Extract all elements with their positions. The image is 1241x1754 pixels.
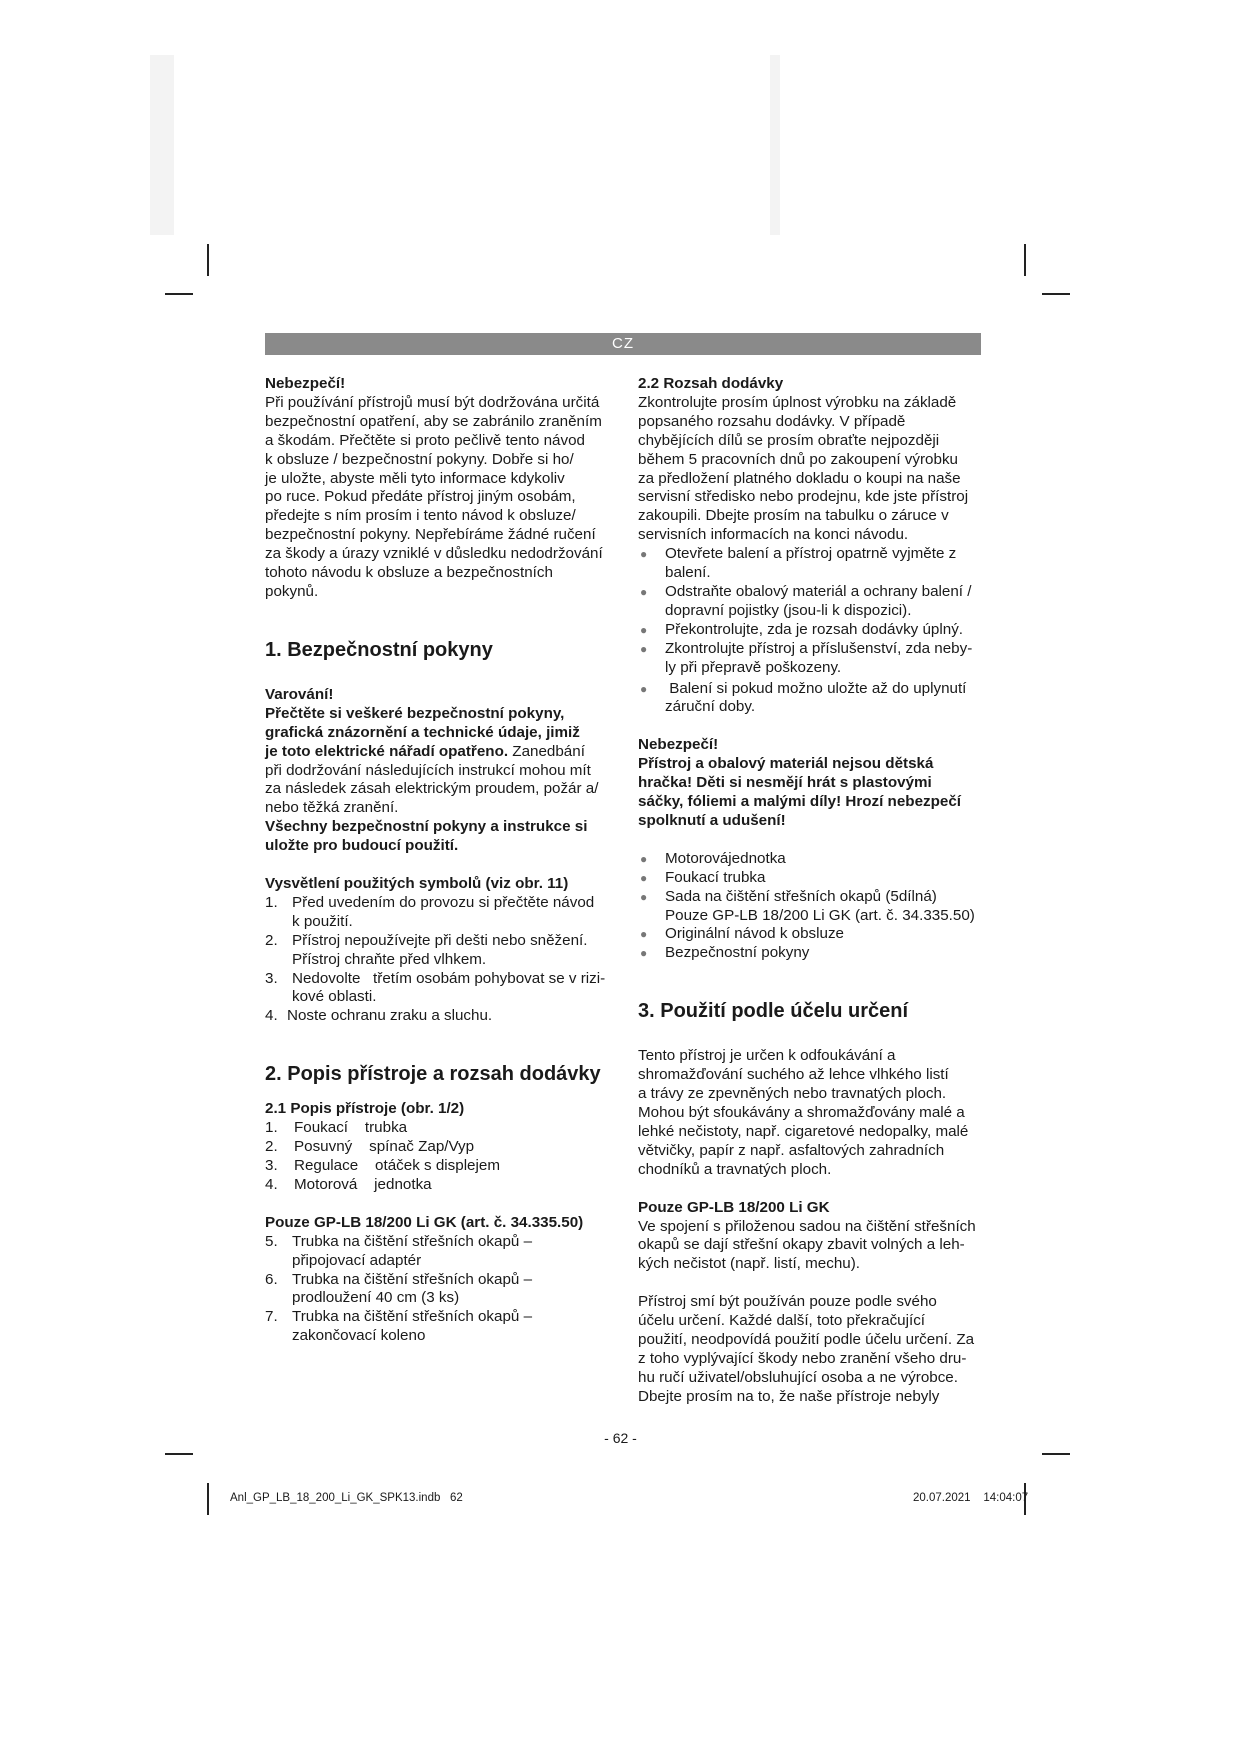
danger-line: po ruce. Pokud předáte přístroj jiným osobám, xyxy=(265,488,576,506)
use-line: a trávy ze zpevněných nebo travnatých ploch. xyxy=(638,1085,947,1103)
section-2-title: 2. Popis přístroje a rozsah dodávky xyxy=(265,1063,601,1086)
scope-line: popsaného rozsahu dodávky. V případě xyxy=(638,412,906,430)
keep-instructions-line: uložte pro budoucí použití. xyxy=(265,837,459,855)
gk-only-heading: Pouze GP-LB 18/200 Li GK (art. č. 34.335.50) xyxy=(265,1213,584,1231)
item-text: Trubka na čištění střešních okapů – xyxy=(292,1232,533,1250)
list-item xyxy=(638,583,983,621)
scan-shadow-left xyxy=(150,55,174,235)
danger-2-line: hračka! Děti si nesmějí hrát s plastovými xyxy=(638,774,932,792)
item-number: 4. xyxy=(265,1175,278,1193)
danger-line: tohoto návodu k obsluze a bezpečnostních xyxy=(265,564,553,582)
crop-mark-bottom-right-h xyxy=(1042,1453,1070,1455)
scope-paragraph xyxy=(638,394,983,545)
intended-use-paragraph xyxy=(638,1047,983,1179)
danger-paragraph xyxy=(265,394,617,602)
danger-line: je uložte, abyste měli tyto informace kdykoliv xyxy=(265,469,565,487)
list-item xyxy=(638,640,983,678)
list-item xyxy=(265,894,617,932)
footer-time: 14:04:07 xyxy=(983,1492,1029,1504)
item-text: Regulace otáček s displejem xyxy=(294,1157,500,1174)
item-text: Přístroj chraňte před vlhkem. xyxy=(292,950,487,968)
use-line: větvičky, papír z např. asfaltových zahradních xyxy=(638,1141,945,1159)
list-item xyxy=(638,850,983,869)
item-text: kové oblasti. xyxy=(292,988,377,1006)
language-header-bar xyxy=(265,333,981,355)
scope-line: servisních informacích na konci návodu. xyxy=(638,526,909,544)
item-text: Pouze GP-LB 18/200 Li GK (art. č. 34.335.50) xyxy=(665,906,975,924)
keep-instructions-line: Všechny bezpečnostní pokyny a instrukce si xyxy=(265,818,588,836)
list-item xyxy=(265,1233,617,1271)
list-item xyxy=(638,545,983,583)
bullet-icon: ● xyxy=(640,681,648,696)
use-line: chodníků a travnatých ploch. xyxy=(638,1160,832,1178)
crop-mark-bottom-left-h xyxy=(165,1453,193,1455)
right-column xyxy=(638,375,983,1407)
footer-filename: Anl_GP_LB_18_200_Li_GK_SPK13.indb 62 xyxy=(230,1492,463,1504)
item-text: Bezpečnostní pokyny xyxy=(665,944,810,962)
item-number: 3. xyxy=(265,1157,278,1174)
warning-line: při dodržování následujících instrukcí mohou mít xyxy=(265,761,591,779)
delivery-contents-list xyxy=(638,850,983,963)
item-number: 4. xyxy=(265,1007,278,1025)
warning-bold-line: grafická znázornění a technické údaje, jimiž xyxy=(265,723,580,741)
danger-line: Při používání přístrojů musí být dodržována určitá xyxy=(265,393,600,411)
item-text: Trubka na čištění střešních okapů – xyxy=(292,1270,533,1288)
warning-heading: Varování! xyxy=(265,685,334,703)
crop-mark-top-right-v xyxy=(1024,244,1026,276)
warning-bold-line: Přečtěte si veškeré bezpečnostní pokyny, xyxy=(265,704,565,722)
section-1-title: 1. Bezpečnostní pokyny xyxy=(265,638,493,661)
parts-list xyxy=(265,1119,617,1195)
warning-bold-inline: je toto elektrické nářadí opatřeno. xyxy=(265,742,509,760)
danger-2-line: spolknutí a udušení! xyxy=(638,811,786,829)
item-text: Sada na čištění střešních okapů (5dílná) xyxy=(665,887,937,905)
item-text: Balení si pokud možno uložte až do uplynutí xyxy=(665,679,967,697)
danger-heading: Nebezpečí! xyxy=(265,375,346,392)
bullet-icon: ● xyxy=(640,851,648,866)
purpose-paragraph xyxy=(638,1293,983,1406)
scope-line: během 5 pracovních dnů po zakoupení výrobku xyxy=(638,450,958,468)
gk-only-line: okapů se dají střešní okapy zbavit volných a leh- xyxy=(638,1236,965,1254)
bullet-icon: ● xyxy=(640,927,648,942)
list-item xyxy=(265,1271,617,1309)
list-item xyxy=(638,869,983,888)
crop-mark-top-left-h xyxy=(165,293,193,295)
scope-line: zakoupili. Dbejte prosím na tabulku o záruce v xyxy=(638,507,949,525)
list-item xyxy=(638,680,983,718)
bullet-icon: ● xyxy=(640,889,648,904)
scope-line: za předložení platného dokladu o koupi na naše xyxy=(638,469,961,487)
symbols-heading: Vysvětlení použitých symbolů (viz obr. 11) xyxy=(265,875,569,893)
item-text: Trubka na čištění střešních okapů – xyxy=(292,1308,533,1326)
crop-mark-bottom-left-v xyxy=(207,1483,209,1515)
purpose-line: hu ručí uživatel/obsluhující osoba a ne výrobce. xyxy=(638,1368,958,1386)
item-number: 1. xyxy=(265,1119,278,1137)
danger-line: k obsluze / bezpečnostní pokyny. Dobře si ho/ xyxy=(265,450,574,468)
danger-line: bezpečnostní opatření, aby se zabránilo zraněním xyxy=(265,412,602,430)
list-item xyxy=(638,944,983,963)
crop-mark-top-right-h xyxy=(1042,293,1070,295)
item-number: 6. xyxy=(265,1270,278,1288)
gk-parts-list xyxy=(265,1233,617,1346)
list-item xyxy=(265,1157,617,1176)
item-text: Motorovájednotka xyxy=(665,849,786,867)
bullet-icon: ● xyxy=(640,622,648,637)
item-text: Noste ochranu zraku a sluchu. xyxy=(287,1007,493,1025)
bullet-icon: ● xyxy=(640,870,648,885)
item-text: Foukací trubka xyxy=(665,868,766,886)
purpose-line: účelu určení. Každé další, toto překračující xyxy=(638,1312,926,1330)
scan-shadow-right xyxy=(770,55,780,235)
purpose-line: použití, neodpovídá použití podle účelu určení. Za xyxy=(638,1331,975,1349)
scope-line: Zkontrolujte prosím úplnost výrobku na základě xyxy=(638,393,957,411)
danger-2-heading: Nebezpečí! xyxy=(638,736,719,754)
item-text: prodloužení 40 cm (3 ks) xyxy=(292,1289,460,1307)
use-line: lehké nečistoty, např. cigaretové nedopalky, malé xyxy=(638,1122,969,1140)
warning-line: za následek zásah elektrickým proudem, požár a/ xyxy=(265,780,599,798)
footer-timestamp xyxy=(913,1492,1028,1504)
purpose-line: Přístroj smí být používán pouze podle svého xyxy=(638,1293,937,1311)
list-item xyxy=(265,1138,617,1157)
use-line: shromažďování suchého až lehce vlhkého listí xyxy=(638,1066,949,1084)
list-item xyxy=(638,925,983,944)
item-text: Zkontrolujte přístroj a příslušenství, zda neby- xyxy=(665,639,973,657)
list-item xyxy=(265,1119,617,1138)
gk-only-line: Ve spojení s přiloženou sadou na čištění střešních xyxy=(638,1217,976,1235)
item-text: Přístroj nepoužívejte při dešti nebo sněžení. xyxy=(292,931,588,949)
item-text: záruční doby. xyxy=(665,698,756,716)
danger-2-line: sáčky, fóliemi a malými díly! Hrozí nebezpečí xyxy=(638,793,961,811)
danger-line: bezpečnostní pokyny. Nepřebíráme žádné ručení xyxy=(265,526,596,544)
danger-line: pokynů. xyxy=(265,582,319,600)
gk-only-heading-2: Pouze GP-LB 18/200 Li GK xyxy=(638,1198,830,1216)
bullet-icon: ● xyxy=(640,547,648,562)
item-text: Motorová jednotka xyxy=(294,1175,432,1193)
list-item xyxy=(638,621,983,640)
item-text: k použití. xyxy=(292,912,353,930)
gk-only-line: kých nečistot (např. listí, mechu). xyxy=(638,1255,860,1273)
item-number: 5. xyxy=(265,1232,278,1250)
danger-line: předejte s ním prosím i tento návod k obsluze/ xyxy=(265,507,576,525)
bullet-icon: ● xyxy=(640,946,648,961)
use-line: Tento přístroj je určen k odfoukávání a xyxy=(638,1047,896,1065)
language-label: CZ xyxy=(612,335,634,352)
subsection-2-1-title: 2.1 Popis přístroje (obr. 1/2) xyxy=(265,1100,465,1118)
item-text: Překontrolujte, zda je rozsah dodávky úplný. xyxy=(665,620,964,638)
item-text: Před uvedením do provozu si přečtěte návod xyxy=(292,893,595,911)
item-text: Foukací trubka xyxy=(294,1119,408,1137)
warning-tail: Zanedbání xyxy=(508,742,585,760)
footer-date: 20.07.2021 xyxy=(913,1492,971,1504)
bullet-icon: ● xyxy=(640,641,648,656)
page-number: - 62 - xyxy=(604,1430,637,1446)
bullet-icon: ● xyxy=(640,584,648,599)
purpose-line: z toho vyplývající škody nebo zranění všeho dru- xyxy=(638,1349,967,1367)
warning-line: nebo těžká zranění. xyxy=(265,799,399,817)
item-text: připojovací adaptér xyxy=(292,1251,422,1269)
use-line: Mohou být sfoukávány a shromažďovány malé a xyxy=(638,1104,965,1121)
item-text: Originální návod k obsluze xyxy=(665,925,844,943)
item-text: Nedovolte třetím osobám pohybovat se v rizi- xyxy=(292,969,606,987)
item-number: 3. xyxy=(265,969,278,987)
subsection-2-2-title: 2.2 Rozsah dodávky xyxy=(638,375,784,392)
item-number: 2. xyxy=(265,1138,278,1156)
scope-line: servisní středisko nebo prodejnu, kde jste přístroj xyxy=(638,488,969,506)
list-item xyxy=(265,1308,617,1346)
item-text: zakončovací koleno xyxy=(292,1327,426,1345)
list-item xyxy=(265,1007,617,1026)
list-item xyxy=(265,970,617,1008)
item-number: 7. xyxy=(265,1308,278,1326)
item-text: ly při přepravě poškozeny. xyxy=(665,658,842,676)
section-3-title: 3. Použití podle účelu určení xyxy=(638,1000,909,1023)
warning-mixed-line xyxy=(265,743,617,762)
purpose-line: Dbejte prosím na to, že naše přístroje nebyly xyxy=(638,1387,940,1405)
item-text: Odstraňte obalový materiál a ochrany balení / xyxy=(665,582,972,600)
danger-line: za škody a úrazy vzniklé v důsledku nedodržování xyxy=(265,545,603,563)
item-number: 2. xyxy=(265,931,278,949)
danger-2-line: Přístroj a obalový materiál nejsou dětská xyxy=(638,755,934,773)
list-item xyxy=(265,1176,617,1195)
unpacking-steps-list xyxy=(638,545,983,717)
crop-mark-top-left-v xyxy=(207,244,209,276)
item-text: balení. xyxy=(665,564,711,582)
item-text: Otevřete balení a přístroj opatrně vyjměte z xyxy=(665,545,957,563)
item-text: dopravní pojistky (jsou-li k dispozici). xyxy=(665,601,912,619)
scope-line: chybějících dílů se prosím obraťte nejpozději xyxy=(638,431,940,449)
list-item xyxy=(638,888,983,926)
symbols-list xyxy=(265,894,617,1026)
list-item xyxy=(265,932,617,970)
left-column xyxy=(265,375,617,1346)
item-text: Posuvný spínač Zap/Vyp xyxy=(294,1138,475,1156)
danger-line: a škodám. Přečtěte si proto pečlivě tento návod xyxy=(265,431,585,449)
item-number: 1. xyxy=(265,893,278,911)
